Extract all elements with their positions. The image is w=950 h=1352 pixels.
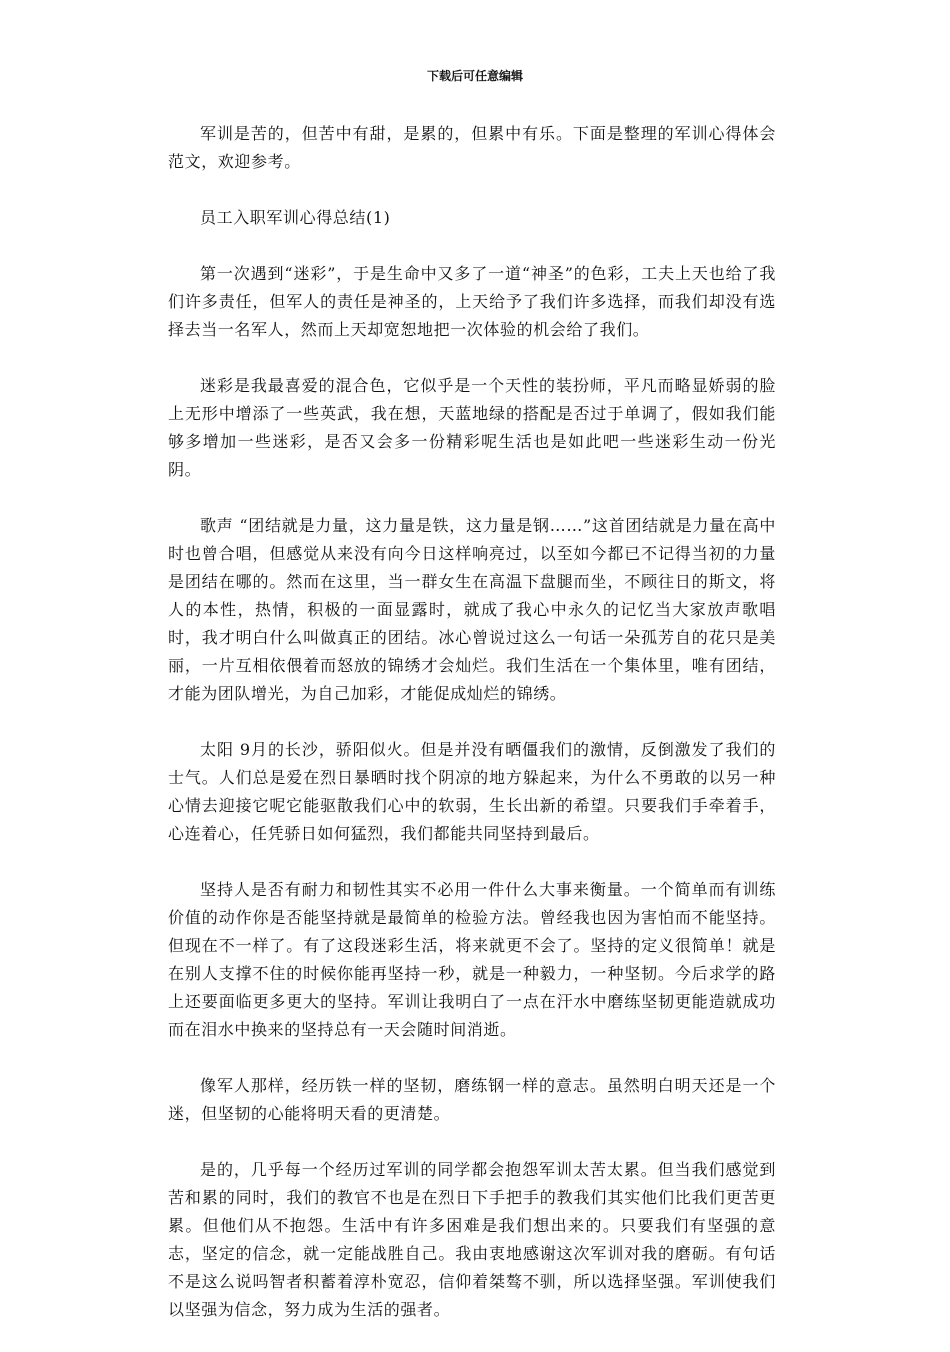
- body-paragraph: 迷彩是我最喜爱的混合色，它似乎是一个天性的装扮师，平凡而略显娇弱的脸上无形中增添了一些英武，我在想，天蓝地绿的搭配是否过于单调了，假如我们能够多增加一些迷彩，是否又会多一份精彩呢生活也是如此吧一些迷彩生动一份光阴。: [168, 376, 776, 479]
- header-note: 下载后可任意编辑: [426, 69, 523, 83]
- body-paragraph: 是的，几乎每一个经历过军训的同学都会抱怨军训太苦太累。但当我们感觉到苦和累的同时，我们的教官不也是在烈日下手把手的教我们其实他们比我们更苦更累。但他们从不抱怨。生活中有许多困难是我们想出来的。只要我们有坚强的意志，坚定的信念，就一定能战胜自己。我由衷地感谢这次军训对我的磨砺。有句话不是这么说吗智者积蓄着淳朴宽忍，信仰着桀骜不驯，所以选择坚强。军训使我们以坚强为信念，努力成为生活的强者。: [168, 1160, 776, 1319]
- body-paragraph: 太阳 9月的长沙，骄阳似火。但是并没有晒僵我们的激情，反倒激发了我们的士气。人们总是爱在烈日暴晒时找个阴凉的地方躲起来，为什么不勇敢的以另一种心情去迎接它呢它能驱散我们心中的软弱，生长出新的希望。只要我们手牵着手，心连着心，任凭骄日如何猛烈，我们都能共同坚持到最后。: [168, 740, 776, 843]
- body-paragraph: 像军人那样，经历铁一样的坚韧，磨练钢一样的意志。虽然明白明天还是一个迷，但坚韧的心能将明天看的更清楚。: [168, 1076, 776, 1123]
- section-title: 员工入职军训心得总结(1): [200, 208, 391, 227]
- body-paragraph: 第一次遇到“迷彩”，于是生命中又多了一道“神圣”的色彩，工夫上天也给了我们许多责任，但军人的责任是神圣的，上天给予了我们许多选择，而我们却没有选择去当一名军人，然而上天却宽恕地把一次体验的机会给了我们。: [168, 264, 776, 339]
- body-paragraph: 歌声 “团结就是力量，这力量是铁，这力量是钢……”这首团结就是力量在高中时也曾合唱，但感觉从来没有向今日这样响亮过，以至如今都已不记得当初的力量是团结在哪的。然而在这里，当一群女生在高温下盘腿而坐，不顾往日的斯文，将人的本性，热情，积极的一面显露时，就成了我心中永久的记忆当大家放声歌唱时，我才明白什么叫做真正的团结。冰心曾说过这么一句话一朵孤芳自的花只是美丽，一片互相依偎着而怒放的锦绣才会灿烂。我们生活在一个集体里，唯有团结，才能为团队增光，为自己加彩，才能促成灿烂的锦绣。: [168, 516, 776, 703]
- body-paragraph: 坚持人是否有耐力和韧性其实不必用一件什么大事来衡量。一个简单而有训练价值的动作你是否能坚持就是最简单的检验方法。曾经我也因为害怕而不能坚持。但现在不一样了。有了这段迷彩生活，将来就更不会了。坚持的定义很简单！就是在别人支撑不住的时候你能再坚持一秒，就是一种毅力，一种坚韧。今后求学的路上还要面临更多更大的坚持。军训让我明白了一点在汗水中磨练坚韧更能造就成功而在泪水中换来的坚持总有一天会随时间消逝。: [168, 880, 776, 1039]
- intro-paragraph: 军训是苦的，但苦中有甜，是累的，但累中有乐。下面是整理的军训心得体会范文，欢迎参考。: [168, 124, 776, 171]
- document-body: [168, 120, 776, 1352]
